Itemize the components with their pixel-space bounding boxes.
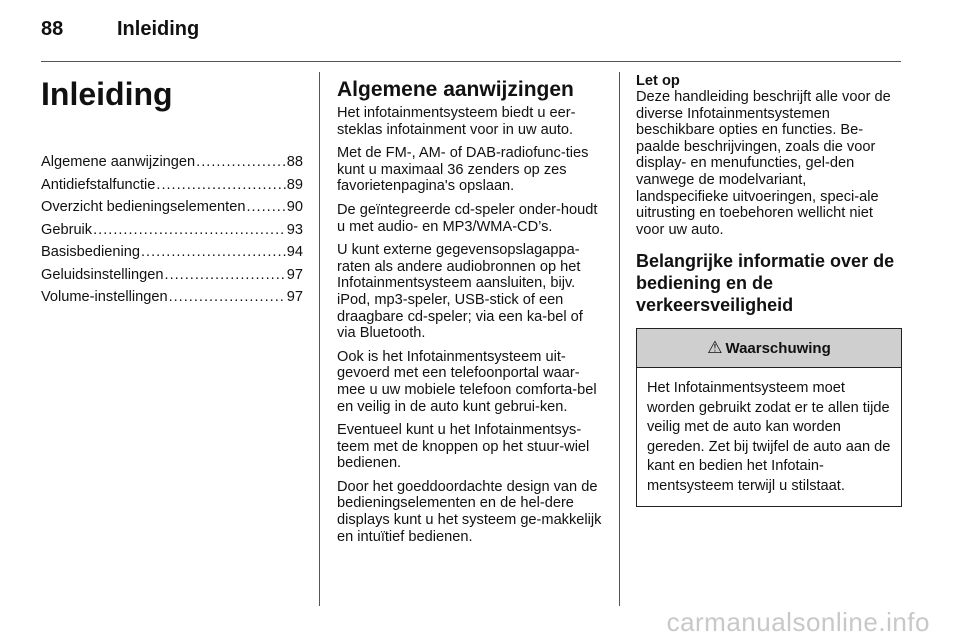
toc-entry-page: 97 [286,289,303,305]
toc-entry-label: Basisbediening [41,244,140,260]
toc-entry[interactable] [41,174,303,197]
paragraph: U kunt externe gegevensopslagappa-raten als andere audiobronnen op het Infotainmentsysteem aansluiten, bijv. iPod, mp3-speler, USB-stick of een draagbare cd-speler; via een ka-bel of via Bluetooth. [337,242,583,342]
note-column [636,70,902,507]
toc-leader [196,151,286,174]
chapter-title: Inleiding [41,76,173,112]
toc-leader [93,219,286,242]
toc-leader [141,241,286,264]
toc-entry-page: 88 [286,154,303,170]
warning-text: Het Infotainmentsysteem moet worden gebruikt zodat er te allen tijde veilig met de auto kan worden gereden. Zet bij twijfel de auto aan de kant en bedien het Infotain-mentsysteem terwijl u stilstaat. [647,380,891,494]
toc-leader [169,286,286,309]
toc-entry-page: 90 [286,199,303,215]
toc-leader [246,196,285,219]
toc-entry-label: Geluidsinstellingen [41,266,164,283]
toc-entry-label: Gebruik [41,221,93,238]
toc-entry[interactable] [41,241,303,264]
page-header [41,18,199,48]
toc-entry-page: 89 [286,176,303,193]
header-rule [41,61,901,62]
section-title: Algemene aanwijzingen [337,78,574,101]
paragraph: Met de FM-, AM- of DAB-radiofunc-ties kunt u maximaal 36 zenders op zes favorietenpagina's opslaan. [337,145,589,195]
note-heading: Let op [636,73,680,89]
running-title: Inleiding [117,18,200,40]
paragraph: Door het goeddoordachte design van de bedieningselementen en de hel-dere displays kunt u het systeem ge-makkelijk en intuïtief bedienen. [337,478,602,545]
toc-entry-label: Algemene aanwijzingen [41,154,196,170]
warning-box [636,328,902,507]
paragraph: De geïntegreerde cd-speler onder-houdt u met audio- en MP3/WMA-CD’s. [337,201,598,235]
column-divider-1 [319,72,320,606]
toc-leader [165,264,286,287]
section-column [337,70,603,552]
toc-entry-label: Antidiefstalfunctie [41,176,156,193]
page-number: 88 [41,18,64,40]
toc-entry[interactable] [41,219,303,242]
warning-triangle-icon: ⚠ [707,338,723,358]
toc-entry[interactable] [41,151,303,174]
toc-entry[interactable] [41,196,303,219]
toc-entry[interactable] [41,264,303,287]
toc-entry-page: 93 [286,221,303,238]
paragraph: Eventueel kunt u het Infotainmentsys-teem met de knoppen op het stuur-wiel bedienen. [337,422,590,472]
toc-leader [156,174,285,197]
warning-header [637,329,901,368]
toc-entry-page: 94 [286,244,303,260]
paragraph: Ook is het Infotainmentsysteem uit-gevoerd met een telefoonportal waar-mee u uw mobiele telefoon comforta-bel en veilig in de auto kunt gebrui-ken. [337,348,597,415]
subsection-title: Belangrijke informatie over de bediening en de verkeersveiligheid [636,251,895,316]
note-text: Deze handleiding beschrijft alle voor de diverse Infotainmentsystemen beschikbare opties en functies. Be-paalde beschrijvingen, zoals die voor display- en menufuncties, gel-den vanwege de modelvariant, landspecifieke uitvoeringen, speci-ale uitrusting en toebehoren wellicht niet voor uw auto. [636,89,891,238]
watermark: carmanualsonline.info [666,607,930,637]
paragraph: Het infotainmentsysteem biedt u eer-steklas infotainment voor in uw auto. [337,105,576,138]
toc-entry-label: Overzicht bedieningselementen [41,199,246,215]
warning-title: Waarschuwing [725,339,831,357]
toc-entry-label: Volume-instellingen [41,289,168,305]
toc-column [41,70,303,309]
toc-entry-page: 97 [286,266,303,283]
toc-entry[interactable] [41,286,303,309]
table-of-contents [41,151,303,309]
column-divider-2 [619,72,620,606]
